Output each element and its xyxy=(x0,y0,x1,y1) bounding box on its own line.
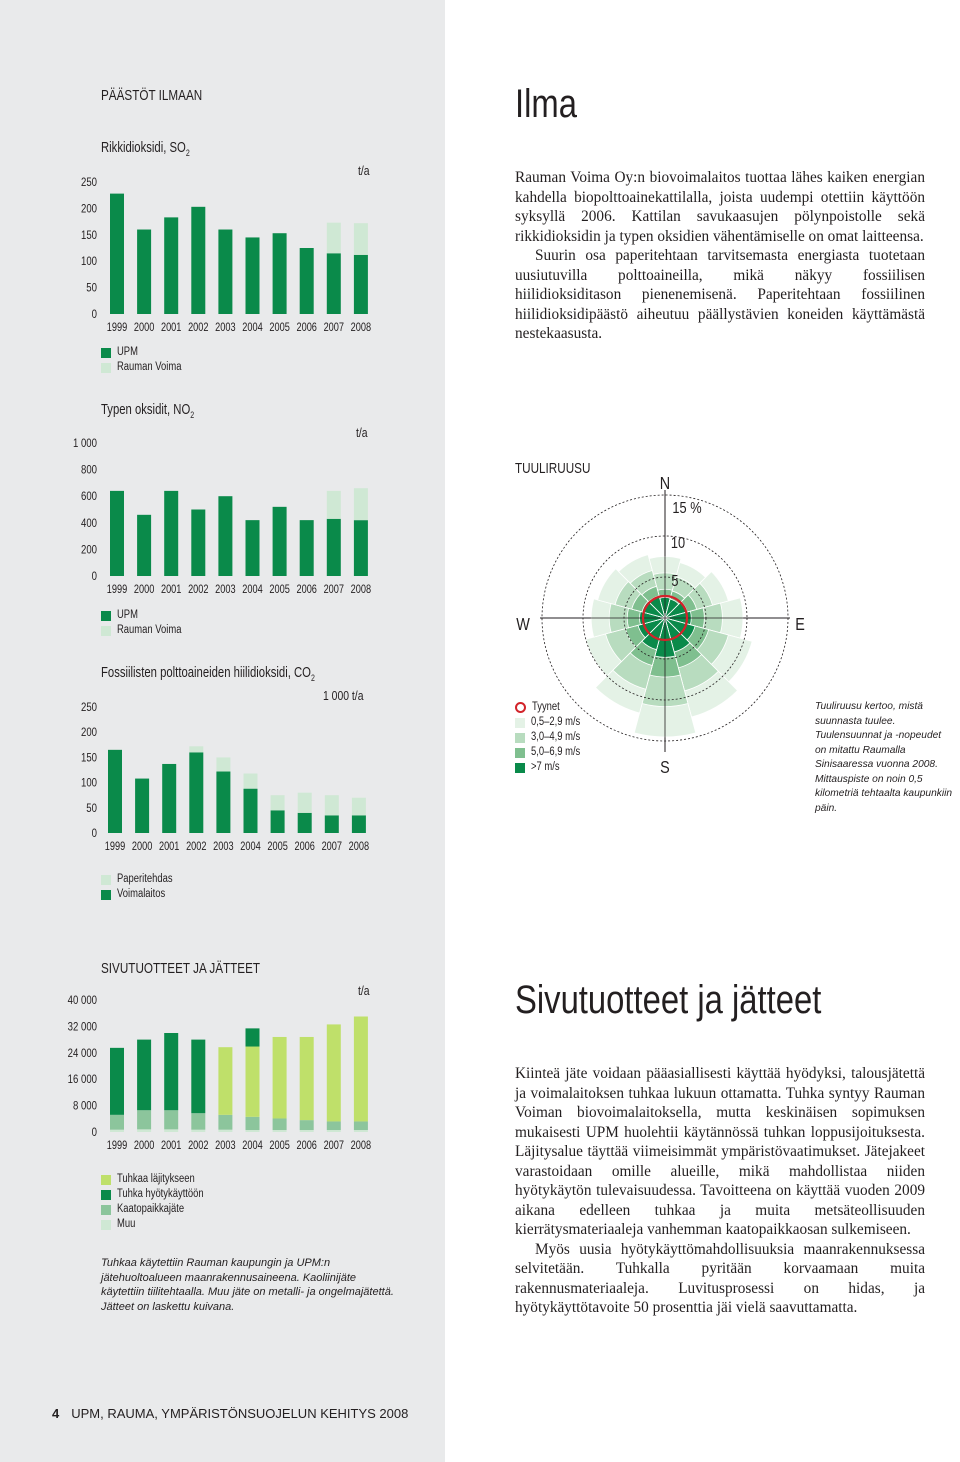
bar-tuhka-hyötykäyttöön xyxy=(137,1040,151,1111)
y-tick-label: 0 xyxy=(91,308,97,322)
x-tick-label: 2006 xyxy=(296,1140,317,1153)
y-tick-label: 200 xyxy=(80,726,97,740)
bar-tuhkaa-läjitykseen xyxy=(354,1017,368,1122)
ring-label-10: 10 xyxy=(670,534,686,553)
legend-label: >7 m/s xyxy=(531,761,560,773)
windrose-note: Tuuliruusu kertoo, mistä suunnasta tuulee. Tuulensuunnat ja -nopeudet on mitattu Raumalla Sinisaaressa vuonna 2008. Mittauspiste on noin 0,5 kilometriä tehtaalta kaupunkiin päin. xyxy=(815,701,953,814)
bar-muu xyxy=(218,1130,232,1132)
legend-label: Tuhkaa läjitykseen xyxy=(117,1173,195,1185)
label-north: N xyxy=(659,473,671,494)
bar-kaatopaikkajäte xyxy=(246,1117,260,1130)
legend-swatch-speed-3 xyxy=(515,748,525,758)
x-tick-label: 2005 xyxy=(269,584,290,597)
y-tick-label: 200 xyxy=(80,543,97,557)
x-tick-label: 2003 xyxy=(215,584,236,597)
y-tick-label: 24 000 xyxy=(67,1046,97,1061)
ring-label-15: 15 % xyxy=(672,499,702,518)
x-tick-label: 2005 xyxy=(267,841,288,854)
page-title-sivutuotteet: Sivutuotteet ja jätteet xyxy=(515,978,822,1022)
bar-kaatopaikkajäte xyxy=(273,1118,287,1130)
bar-muu xyxy=(300,1130,314,1132)
legend-label: UPM xyxy=(117,346,138,358)
label-south: S xyxy=(660,757,670,778)
x-tick-label: 2002 xyxy=(188,584,209,597)
bar-muu xyxy=(354,1130,368,1132)
x-tick-label: 2003 xyxy=(215,322,236,335)
x-tick-label: 2000 xyxy=(133,1140,155,1153)
ring-label-5: 5 xyxy=(671,572,679,591)
x-tick-label: 2007 xyxy=(323,584,345,597)
bar-tuhka-hyötykäyttöön xyxy=(164,1033,178,1110)
y-tick-label: 0 xyxy=(91,1126,97,1140)
bar-kaatopaikkajäte xyxy=(300,1120,314,1130)
unit-so2: t/a xyxy=(358,163,370,178)
legend-label: Kaatopaikkajäte xyxy=(117,1203,185,1215)
bar-tuhkaa-läjitykseen xyxy=(327,1024,341,1121)
bar-muu xyxy=(110,1130,124,1132)
legend-swatch-other xyxy=(101,1220,111,1230)
bar-muu xyxy=(191,1130,205,1132)
legend-swatch-calm xyxy=(515,702,526,713)
bar-tuhkaa-läjitykseen xyxy=(300,1037,314,1120)
legend-swatch-landfill-waste xyxy=(101,1205,111,1215)
y-tick-label: 200 xyxy=(80,202,97,216)
legend-label: Voimalaitos xyxy=(117,888,166,900)
legend-label: 3,0–4,9 m/s xyxy=(531,731,581,743)
x-tick-label: 2007 xyxy=(323,1140,345,1153)
legend-swatch-ash-utilized xyxy=(101,1190,111,1200)
legend-label: 5,0–6,9 m/s xyxy=(531,746,581,758)
bar-kaatopaikkajäte xyxy=(218,1115,232,1130)
bar-kaatopaikkajäte xyxy=(137,1110,151,1129)
x-tick-label: 2008 xyxy=(350,584,372,597)
paragraph: Suurin osa paperitehtaan tarvitsemasta energiasta tuotetaan uusiutuvilla polttoaineilla, mikä näkyy fossiilisen hiilidioksiditason pienenemisenä. Paperitehtaan fossiilinen hiilidioksidipäästö aiheutuu päällystävien koneiden käyttämästä nestekaasusta. xyxy=(515,247,925,342)
legend-windrose xyxy=(515,700,591,775)
x-tick-label: 2003 xyxy=(215,1140,236,1153)
x-tick-label: 2000 xyxy=(133,322,155,335)
x-tick-label: 2008 xyxy=(350,1140,372,1153)
footer-text: UPM, RAUMA, YMPÄRISTÖNSUOJELUN KEHITYS 2008 xyxy=(71,1406,409,1421)
x-tick-label: 2000 xyxy=(131,841,153,854)
x-tick-label: 2001 xyxy=(160,1140,182,1153)
x-tick-label: 1999 xyxy=(106,584,128,597)
x-tick-label: 2005 xyxy=(269,322,290,335)
byproducts-note: Tuhkaa käytettiin Rauman kaupungin ja UPM:n jätehuoltoalueen maanrakennusaineena. Kaoliinijäte käytettiin tiilitehtaalla. Muu jäte on metalli- ja ongelmajätettä. Jätteet on laskettu kuivana. xyxy=(101,1257,394,1313)
y-tick-label: 250 xyxy=(80,701,97,715)
y-tick-label: 32 000 xyxy=(67,1020,97,1034)
bar-tuhkaa-läjitykseen xyxy=(246,1047,260,1117)
y-tick-label: 50 xyxy=(86,281,97,295)
x-tick-label: 2002 xyxy=(188,1140,209,1153)
paragraph: Myös uusia hyötykäyttömahdollisuuksia maanrakennuksessa selvitetään. Tuhkalla pyritään korvaamaan muita rakennusmateriaaleja. Luvitusprosessi on hidas, ja hyötykäyttötavoite 50 prosenttia jäi vielä saavuttamatta. xyxy=(515,1240,925,1316)
bar-kaatopaikkajäte xyxy=(191,1113,205,1130)
x-tick-label: 2008 xyxy=(350,322,372,335)
bar-muu xyxy=(246,1130,260,1132)
bar-muu xyxy=(137,1129,151,1132)
section-title-emissions: PÄÄSTÖT ILMAAN xyxy=(101,87,203,104)
bar-muu xyxy=(164,1129,178,1132)
x-tick-label: 1999 xyxy=(106,1140,128,1153)
unit-byproducts: t/a xyxy=(358,983,370,998)
section-title-byproducts: SIVUTUOTTEET JA JÄTTEET xyxy=(101,960,261,977)
x-tick-label: 1999 xyxy=(104,841,126,854)
x-tick-label: 2001 xyxy=(158,841,180,854)
y-tick-label: 100 xyxy=(80,776,97,790)
x-tick-label: 2003 xyxy=(213,841,234,854)
y-tick-label: 1 000 xyxy=(72,437,97,451)
y-tick-label: 150 xyxy=(80,751,97,765)
y-tick-label: 800 xyxy=(80,463,97,477)
bar-kaatopaikkajäte xyxy=(110,1115,124,1130)
y-tick-label: 40 000 xyxy=(67,994,97,1008)
x-tick-label: 2004 xyxy=(240,841,261,854)
chart-title-so2: Rikkidioksidi, $SO_2$ xyxy=(101,140,190,158)
x-tick-label: 2001 xyxy=(160,322,182,335)
x-tick-label: 2004 xyxy=(242,322,263,335)
bar-tuhkaa-läjitykseen xyxy=(273,1037,287,1119)
unit-co2: 1 000 t/a xyxy=(323,688,364,703)
label-west: W xyxy=(516,614,530,635)
bar-kaatopaikkajäte xyxy=(164,1110,178,1129)
x-tick-label: 2007 xyxy=(321,841,343,854)
chart-title-co2: Fossiilisten polttoaineiden hiilidioksidi, $CO_2$ xyxy=(101,665,315,683)
x-tick-label: 2005 xyxy=(269,1140,290,1153)
page-footer xyxy=(52,1406,408,1421)
page-number: 4 xyxy=(52,1406,60,1421)
bar-muu xyxy=(273,1130,287,1132)
x-tick-label: 2006 xyxy=(296,322,317,335)
windrose-title: TUULIRUUSU xyxy=(515,460,591,477)
legend-swatch-speed-1 xyxy=(515,718,525,728)
paragraph: Rauman Voima Oy:n biovoimalaitos tuottaa lähes kaiken energian kahdella biopolttoainekattilalla, joista uudempi otettiin käyttöön syksyllä 2006. Kattilan savukaasujen pölynpoistolle sekä rikkidioksidin ja typen oksidien vähentämiselle on omat laitteensa. xyxy=(515,169,925,245)
label-east: E xyxy=(795,614,805,635)
unit-nox: t/a xyxy=(356,425,368,440)
bar-muu xyxy=(327,1130,341,1132)
bar-tuhka-hyötykäyttöön xyxy=(246,1028,260,1046)
bar-tuhka-hyötykäyttöön xyxy=(110,1048,124,1115)
x-tick-label: 2001 xyxy=(160,584,182,597)
legend-label: Paperitehdas xyxy=(117,873,173,885)
y-tick-label: 250 xyxy=(80,176,97,190)
x-tick-label: 2006 xyxy=(296,584,317,597)
legend-label: Tyynet xyxy=(532,701,560,713)
y-tick-label: 400 xyxy=(80,516,97,531)
y-tick-label: 0 xyxy=(91,827,97,841)
x-tick-label: 2002 xyxy=(186,841,207,854)
x-tick-label: 2007 xyxy=(323,322,345,335)
x-tick-label: 2002 xyxy=(188,322,209,335)
page-title-ilma: Ilma xyxy=(515,82,577,126)
legend-label: UPM xyxy=(117,609,138,621)
legend-label: Rauman Voima xyxy=(117,361,182,373)
legend-label: Muu xyxy=(117,1218,136,1230)
legend-swatch-speed-4 xyxy=(515,763,525,773)
y-tick-label: 150 xyxy=(80,228,97,243)
legend-label: Rauman Voima xyxy=(117,624,182,636)
x-tick-label: 2004 xyxy=(242,1140,263,1153)
bar-kaatopaikkajäte xyxy=(327,1121,341,1130)
y-tick-label: 16 000 xyxy=(67,1073,97,1087)
y-tick-label: 0 xyxy=(91,570,97,584)
legend-swatch-ash-landfill xyxy=(101,1175,111,1185)
legend-swatch-speed-2 xyxy=(515,733,525,743)
legend-label: Tuhka hyötykäyttöön xyxy=(117,1188,204,1200)
x-tick-label: 2004 xyxy=(242,584,263,597)
y-tick-label: 100 xyxy=(80,255,97,269)
paragraph: Kiinteä jäte voidaan pääasiallisesti käyttää hyödyksi, talousjätettä ja voimalaitoksen tuhkaa lukuun ottamatta. Tuhka syntyy Rauman Voiman biovoimalaitoksella, mutta keskinäisen sopimuksen mukaisesti UPM huolehtii käytännössä tuhkan loppusijoituksesta. Läjitysalue täyttää viimeisimmät ympäristövaatimukset. Jätejakeet varastoidaan omille alueille, mikä mahdollistaa niiden hyötykäytön tulevaisuudessa. Tavoitteena on käyttää vuoden 2009 aikana edelleen tuhkaa ja muita metsäteollisuuden kierrätysmateriaaleja vanhemman kaatopaikkaosan sulkemiseen. xyxy=(515,1065,925,1238)
x-tick-label: 2006 xyxy=(294,841,315,854)
x-tick-label: 2000 xyxy=(133,584,155,597)
x-tick-label: 2008 xyxy=(348,841,370,854)
x-tick-label: 1999 xyxy=(106,322,128,335)
sivutuotteet-body-text xyxy=(515,1064,925,1318)
bar-kaatopaikkajäte xyxy=(354,1121,368,1130)
y-tick-label: 600 xyxy=(80,490,97,504)
bar-tuhkaa-läjitykseen xyxy=(218,1047,232,1115)
legend-label: 0,5–2,9 m/s xyxy=(531,716,581,728)
y-tick-label: 8 000 xyxy=(72,1099,97,1113)
y-tick-label: 50 xyxy=(86,801,97,816)
bar-tuhka-hyötykäyttöön xyxy=(191,1040,205,1114)
chart-title-nox: Typen oksidit, $NO_2$ xyxy=(101,402,195,420)
legend-byproducts xyxy=(101,1172,223,1232)
